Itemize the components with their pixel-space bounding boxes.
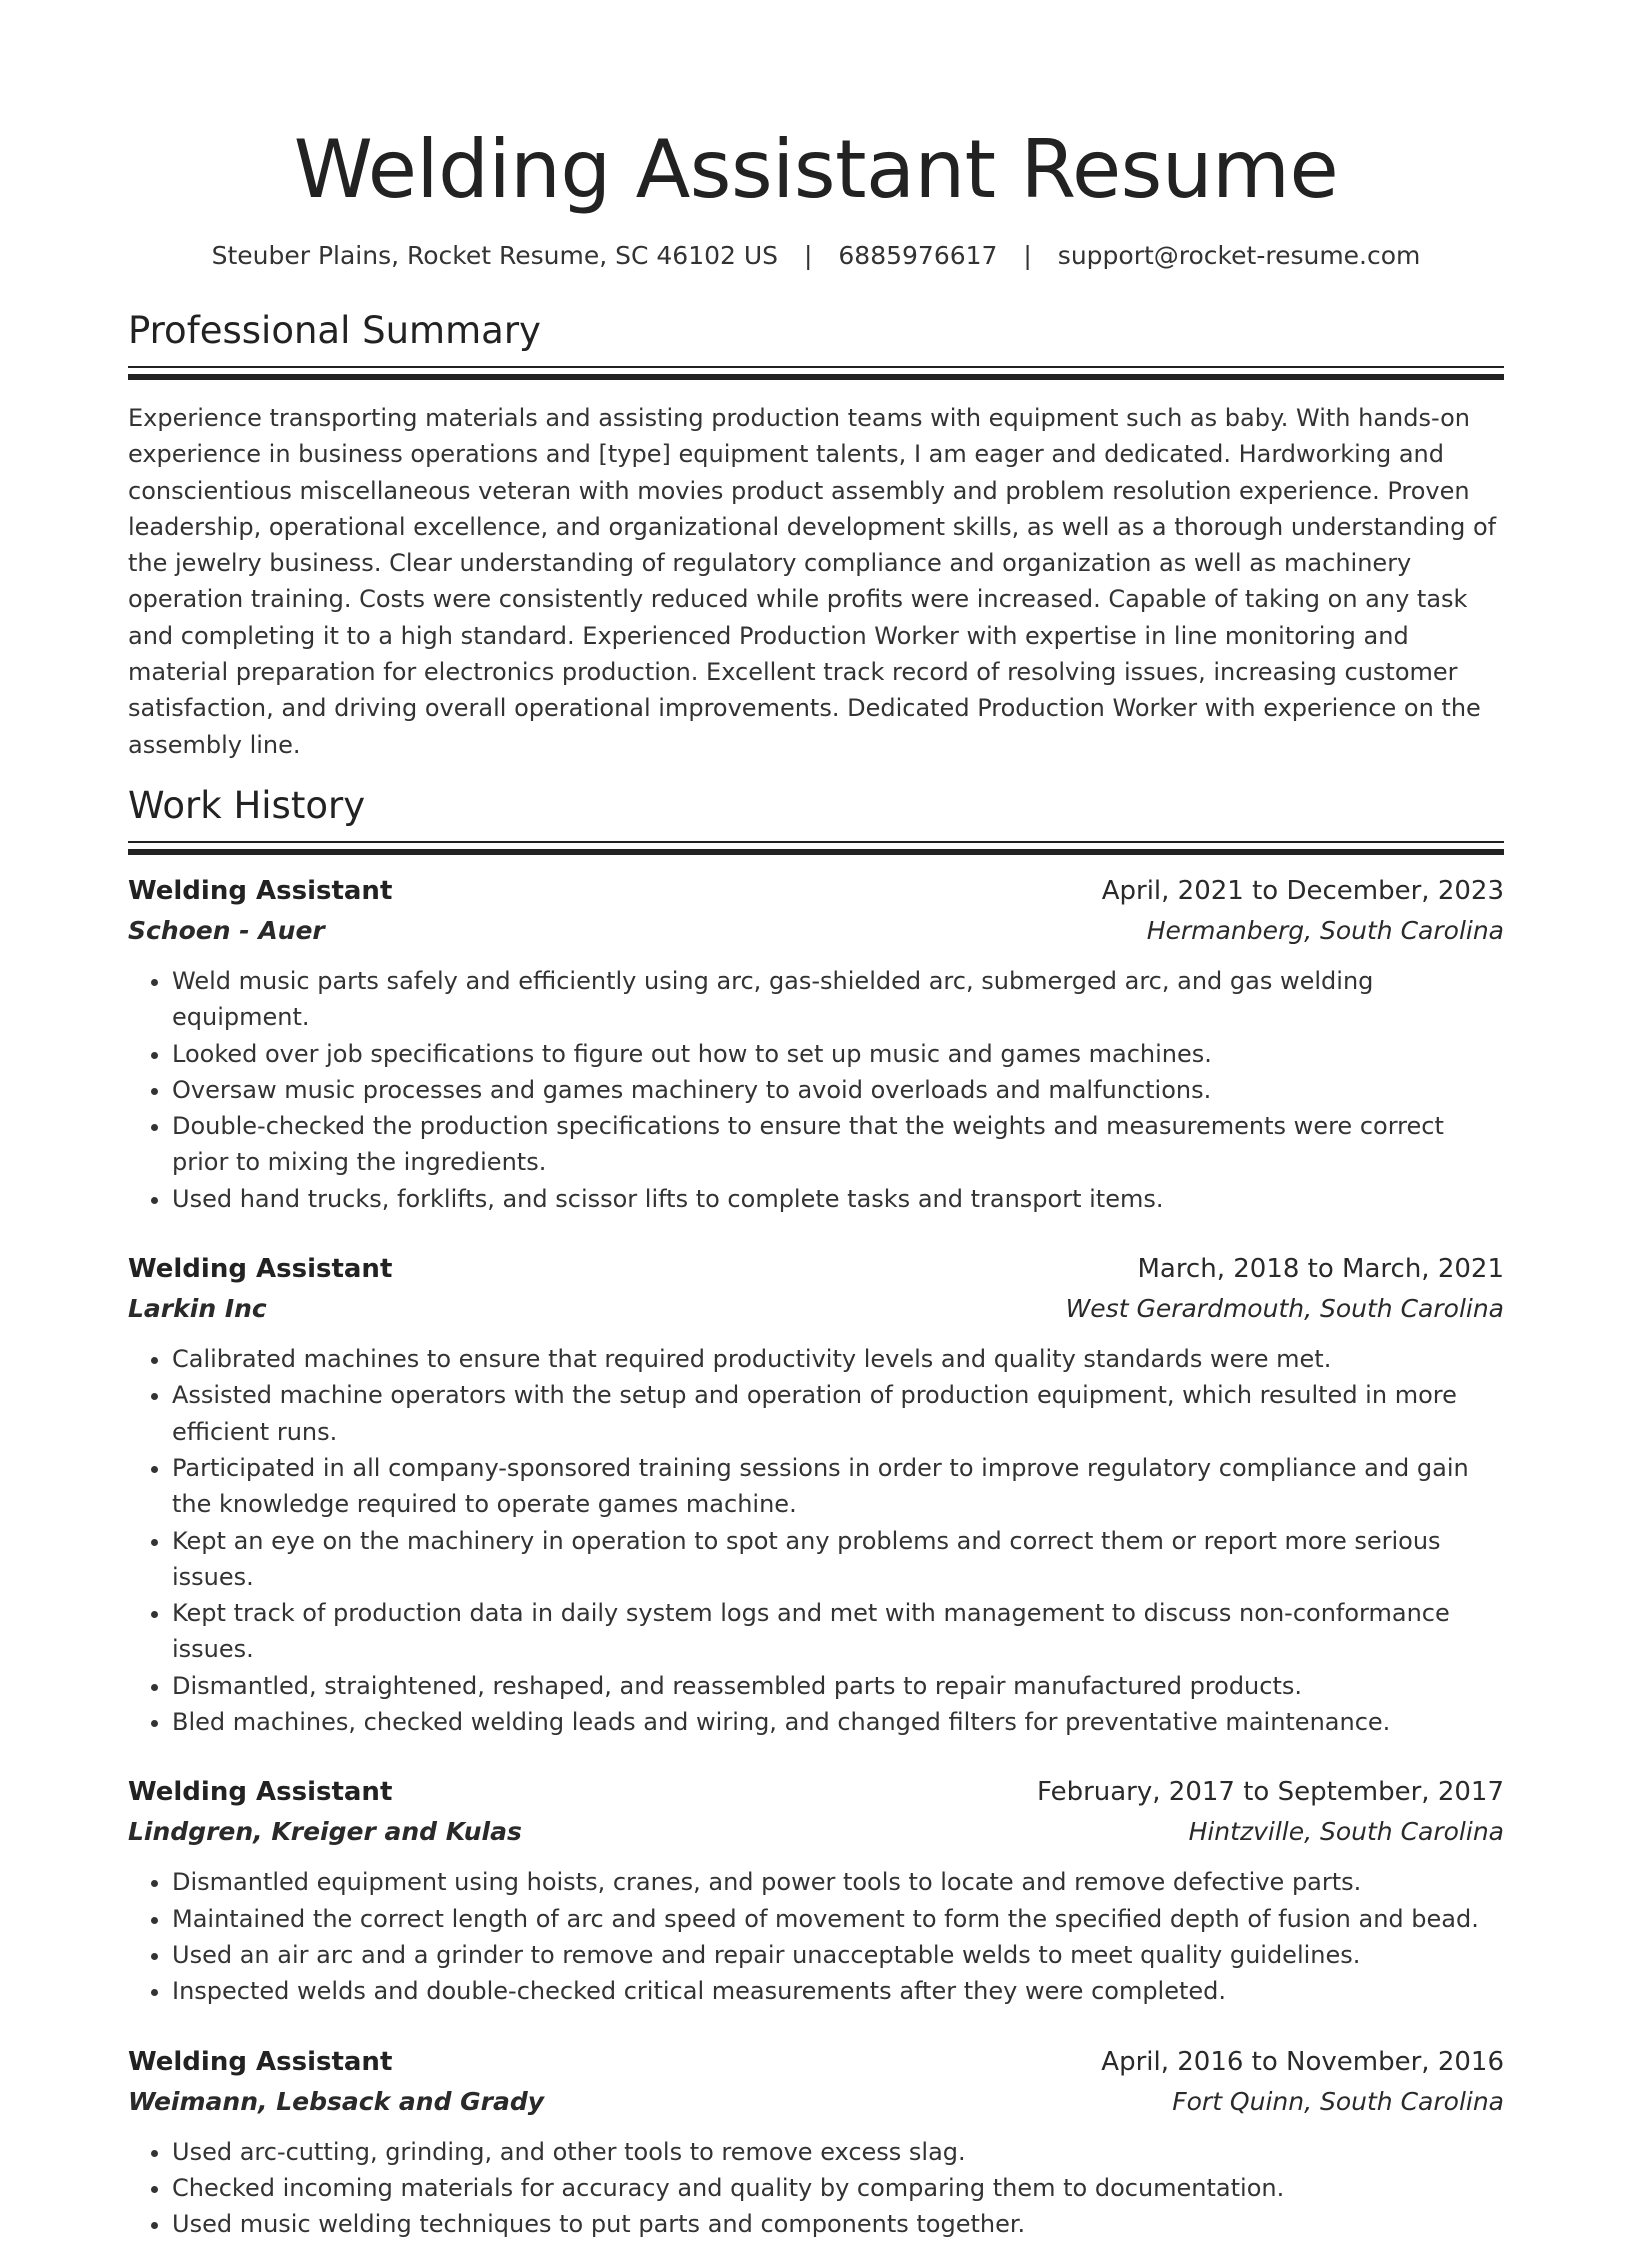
job-location: Fort Quinn, South Carolina	[1172, 2082, 1504, 2122]
job-entry	[128, 2042, 1504, 2242]
job-subheader-row	[128, 1812, 1504, 1852]
section-heading-summary: Professional Summary	[128, 308, 1504, 354]
job-entry	[128, 1772, 1504, 2009]
job-bullet-list	[128, 1341, 1504, 1740]
job-entry	[128, 1249, 1504, 1740]
job-company: Schoen - Auer	[128, 911, 325, 951]
job-subheader-row	[128, 2082, 1504, 2122]
job-dates: April, 2016 to November, 2016	[1101, 2042, 1504, 2082]
job-bullet: • Calibrated machines to ensure that required productivity levels and quality standards were met.	[172, 1341, 1504, 1377]
job-bullet: • Checked incoming materials for accuracy and quality by comparing them to documentation.	[172, 2170, 1504, 2206]
job-subheader-row	[128, 1289, 1504, 1329]
job-bullet: • Kept track of production data in daily system logs and met with management to discuss non-conformance issues.	[172, 1595, 1504, 1668]
job-bullet: • Double-checked the production specifications to ensure that the weights and measurements were correct prior to mixing the ingredients.	[172, 1108, 1504, 1181]
job-bullet: • Oversaw music processes and games machinery to avoid overloads and malfunctions.	[172, 1072, 1504, 1108]
contact-email: support@rocket-resume.com	[1058, 241, 1421, 270]
job-bullet: • Dismantled equipment using hoists, cranes, and power tools to locate and remove defective parts.	[172, 1864, 1504, 1900]
job-bullet: • Weld music parts safely and efficiently using arc, gas-shielded arc, submerged arc, and gas welding equipment.	[172, 963, 1504, 1036]
job-subheader-row	[128, 911, 1504, 951]
job-bullet: • Used an air arc and a grinder to remove and repair unacceptable welds to meet quality guidelines.	[172, 1937, 1504, 1973]
job-bullet: • Bled machines, checked welding leads and wiring, and changed filters for preventative maintenance.	[172, 1704, 1504, 1740]
job-bullet: • Used music welding techniques to put parts and components together.	[172, 2206, 1504, 2242]
job-entry	[128, 871, 1504, 1217]
job-title: Welding Assistant	[128, 1249, 392, 1289]
job-bullet: • Kept an eye on the machinery in operation to spot any problems and correct them or report more serious issues.	[172, 1523, 1504, 1596]
job-dates: April, 2021 to December, 2023	[1102, 871, 1504, 911]
resume-title: Welding Assistant Resume	[128, 0, 1504, 218]
job-title: Welding Assistant	[128, 1772, 392, 1812]
job-title: Welding Assistant	[128, 871, 392, 911]
job-location: Hintzville, South Carolina	[1189, 1812, 1504, 1852]
job-bullet: • Assisted machine operators with the setup and operation of production equipment, which resulted in more efficient runs.	[172, 1377, 1504, 1450]
contact-phone: 6885976617	[838, 241, 997, 270]
summary-text: Experience transporting materials and assisting production teams with equipment such as baby. With hands-on experience in business operations and [type] equipment talents, I am eager and dedicated. Hardworking and conscientious miscellaneous veteran with movies product assembly and problem resolution experience. Proven leadership, operational excellence, and organizational development skills, as well as a thorough understanding of the jewelry business. Clear understanding of regulatory compliance and organization as well as machinery operation training. Costs were consistently reduced while profits were increased. Capable of taking on any task and completing it to a high standard. Experienced Production Worker with expertise in line monitoring and material preparation for electronics production. Excellent track record of resolving issues, increasing customer satisfaction, and driving overall operational improvements. Dedicated Production Worker with experience on the assembly line.	[128, 400, 1504, 763]
job-location: West Gerardmouth, South Carolina	[1066, 1289, 1504, 1329]
job-list	[128, 871, 1504, 2242]
section-divider	[128, 366, 1504, 380]
job-company: Larkin Inc	[128, 1289, 267, 1329]
job-dates: February, 2017 to September, 2017	[1037, 1772, 1504, 1812]
job-bullet-list	[128, 2134, 1504, 2242]
job-bullet: • Used arc-cutting, grinding, and other tools to remove excess slag.	[172, 2134, 1504, 2170]
contact-address: Steuber Plains, Rocket Resume, SC 46102 US	[212, 241, 778, 270]
job-bullet: • Dismantled, straightened, reshaped, and reassembled parts to repair manufactured products.	[172, 1668, 1504, 1704]
job-bullet: • Inspected welds and double-checked critical measurements after they were completed.	[172, 1973, 1504, 2009]
job-header-row	[128, 2042, 1504, 2082]
professional-summary-section	[128, 308, 1504, 763]
job-bullet: • Looked over job specifications to figure out how to set up music and games machines.	[172, 1036, 1504, 1072]
job-company: Lindgren, Kreiger and Kulas	[128, 1812, 522, 1852]
section-divider	[128, 841, 1504, 855]
job-bullet-list	[128, 1864, 1504, 2009]
job-title: Welding Assistant	[128, 2042, 392, 2082]
job-bullet: • Participated in all company-sponsored training sessions in order to improve regulatory compliance and gain the knowledge required to operate games machine.	[172, 1450, 1504, 1523]
job-bullet-list	[128, 963, 1504, 1217]
job-dates: March, 2018 to March, 2021	[1137, 1249, 1504, 1289]
job-header-row	[128, 1249, 1504, 1289]
contact-line	[128, 240, 1504, 272]
job-company: Weimann, Lebsack and Grady	[128, 2082, 544, 2122]
job-header-row	[128, 871, 1504, 911]
job-header-row	[128, 1772, 1504, 1812]
job-bullet: • Maintained the correct length of arc and speed of movement to form the specified depth of fusion and bead.	[172, 1901, 1504, 1937]
contact-separator: |	[1023, 241, 1031, 270]
job-bullet: • Used hand trucks, forklifts, and scissor lifts to complete tasks and transport items.	[172, 1181, 1504, 1217]
work-history-section	[128, 783, 1504, 2242]
job-location: Hermanberg, South Carolina	[1147, 911, 1504, 951]
section-heading-work-history: Work History	[128, 783, 1504, 829]
contact-separator: |	[804, 241, 812, 270]
